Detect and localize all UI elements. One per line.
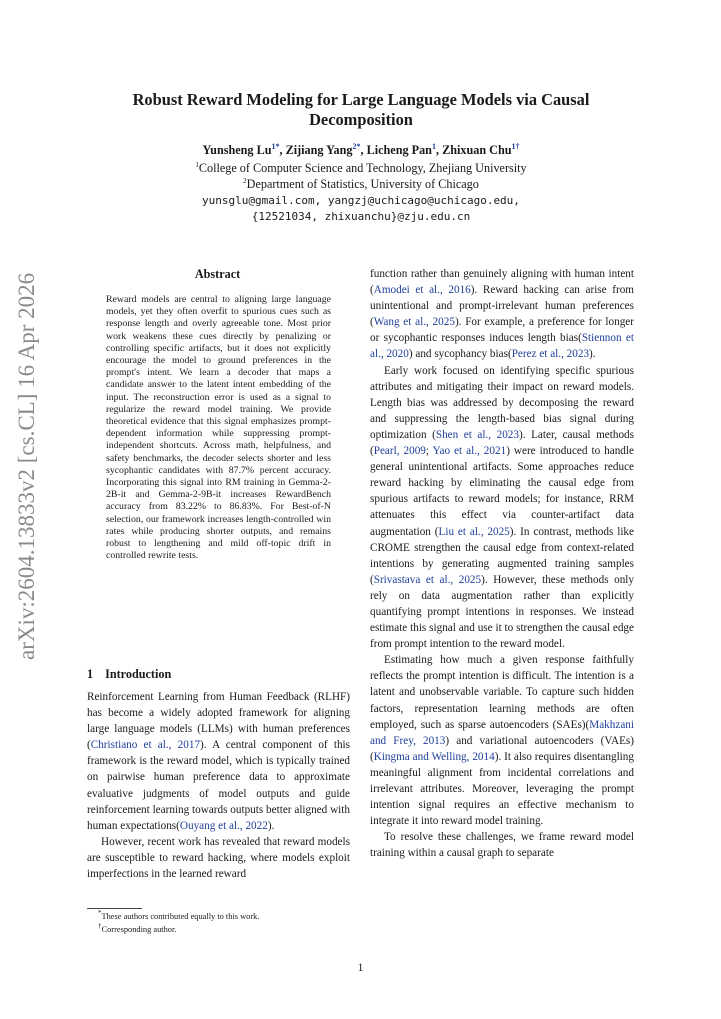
paper-title: Robust Reward Modeling for Large Language Models via Causal Decomposition — [132, 90, 590, 129]
email-line: {12521034, zhixuanchu}@zju.edu.cn — [251, 210, 471, 223]
section-number: 1 — [87, 667, 94, 681]
citation-link[interactable]: Wang et al., 2025 — [373, 316, 455, 329]
paragraph: To resolve these challenges, we frame reward model training within a causal graph to separate — [370, 831, 634, 860]
footnote — [98, 909, 260, 921]
abstract-body: Reward models are central to aligning large language models, yet they often overfit to spurious cues such as response length and overly agreeable tone. Most prior work weakens these cues directly by penalizing or controlling specific artifacts, but it does not explicitly encourage the model to ground preferences in the prompt's intent. We learn a decoder that maps a candidate answer to the latent intent embedding of the input. The reconstruction error is used as a signal to regularize the reward model training. We provide theoretical evidence that this signal emphasizes prompt-dependent information while suppressing prompt-independent shortcuts. Across math, helpfulness, and safety benchmarks, the decoder selects shorter and less sycophantic candidates with 87.7% percent accuracy. Incorporating this signal into RM training in Gemma-2-2B-it and Gemma-2-9B-it increases RewardBench accuracy from 83.22% to 86.83%. For Best-of-N selection, our framework increases length-controlled win rates while producing shorter outputs, and remains robust to lengthening and mild off-topic drift in controlled rewrite tests. — [106, 294, 331, 562]
section-title: Introduction — [105, 667, 172, 681]
affiliation-text: College of Computer Science and Technology, Zhejiang University — [198, 161, 527, 175]
author-name: Licheng Pan — [366, 143, 432, 157]
email-line: yunsglu@gmail.com, yangzj@uchicago@uchicago.edu, — [202, 194, 520, 207]
citation-link[interactable]: Srivastava et al., 2025 — [373, 573, 482, 586]
footnote-text: These authors contributed equally to this work. — [101, 912, 260, 921]
paragraph: Early work focused on identifying specific spurious attributes and mitigating their impact on reward models. Length bias was addressed by decomposing the reward and suppressing the length-based bias signal during optimization (Shen et al., 2023). Later, causal methods (Pearl, 2009; Yao et al., 2021) were introduced to handle general unintentional artifacts. Some approaches reduce reward hacking by eliminating the causal edge from spurious artifacts to reward models; for instance, RRM attenuates this effect via counter-artifact data augmentation (Liu et al., 2025). In contrast, methods like CROME strengthen the causal edge from context-related intentions by generating augmented training samples (Srivastava et al., 2025). However, these methods only rely on data augmentation rather than explicitly quantifying prompt intentions in responses. We instead estimate this signal and use it to strengthen the causal edge from prompt intention to the reward model. — [370, 364, 634, 651]
author-marks: 1* — [271, 141, 280, 151]
citation-link[interactable]: Shen et al., 2023 — [435, 428, 519, 441]
footnote-mark: † — [98, 922, 102, 931]
paragraph: Reinforcement Learning from Human Feedback (RLHF) has become a widely adopted framework for aligning large language models (LLMs) with human preferences (Christiano et al., 2017). A central component of this framework is the reward model, which is typically trained on pairwise human preference data to approximate evaluative judgments of model outputs and guide reinforcement learning towards outputs better aligned with human expectations(Ouyang et al., 2022). — [87, 691, 350, 832]
page-number: 1 — [357, 962, 364, 974]
footnote-mark: * — [98, 909, 102, 918]
affiliation — [100, 161, 622, 176]
citation-link[interactable]: Christiano et al., 2017 — [90, 739, 201, 752]
author-list: Yunsheng $Lu^{1*}$, Zijiang Yang$^{2*}$, Licheng Pan$^1$, Zhixuan Chu$^{1\dagger}$ — [202, 141, 520, 157]
citation-link[interactable]: Makhzani and Frey, 2013 — [370, 718, 634, 747]
footnote-text: Corresponding author. — [101, 925, 177, 934]
paragraph: Estimating how much a given response faithfully reflects the prompt intention is difficult. The intention is a latent and unobservable variable. To capture such hidden factors, representation learning methods are often employed, such as sparse autoencoders (SAEs)(Makhzani and Frey, 2013) and variational autoencoders (VAEs)(Kingma and Welling, 2014). It also requires disentangling meaningful alignment from incidental correlations and irrelevant attributes. Moreover, leveraging the prompt intention signal requires an effective mechanism to integrate it into reward model training. — [370, 654, 634, 828]
left-column-body — [87, 689, 350, 882]
author-name: Zhixuan Chu — [442, 143, 512, 157]
citation-link[interactable]: Ouyang et al., 2022 — [179, 819, 268, 832]
citation-link[interactable]: Perez et al., 2023 — [511, 348, 590, 361]
section-heading — [87, 667, 171, 682]
affiliation-text: Department of Statistics, University of Chicago — [246, 177, 479, 191]
paragraph: function rather than genuinely aligning with human intent (Amodei et al., 2016). Reward hacking can arise from unintentional and prompt-irrelevant human preferences (Wang et al., 2025). For example, a preference for longer or sycophantic responses induces length bias(Stiennon et al., 2020) and sycophancy bias(Perez et al., 2023). — [370, 268, 634, 361]
footnote — [98, 922, 177, 934]
arxiv-stamp: arXiv:2604.13833v2 [cs.CL] 16 Apr 2026 — [14, 272, 39, 660]
citation-link[interactable]: Kingma and Welling, 2014 — [373, 750, 495, 763]
citation-link[interactable]: Yao et al., 2021 — [432, 445, 507, 458]
citation-link[interactable]: Pearl, 2009 — [373, 445, 426, 458]
author-name: Zijiang Yang — [285, 143, 353, 157]
abstract-heading: Abstract — [194, 267, 241, 281]
author-marks: 2* — [352, 141, 361, 151]
author-marks: 1† — [511, 141, 520, 151]
author-name: Yunsheng Lu — [202, 143, 272, 157]
footnote-divider — [87, 908, 142, 909]
citation-link[interactable]: Liu et al., 2025 — [438, 525, 510, 538]
affiliation-mark: 2 — [243, 176, 247, 185]
citation-link[interactable]: Stiennon et al., 2020 — [370, 332, 634, 361]
affiliation — [100, 177, 622, 192]
author-marks: 1 — [431, 141, 436, 151]
affiliation-mark: 1 — [195, 160, 199, 169]
citation-link[interactable]: Amodei et al., 2016 — [373, 284, 471, 297]
paragraph: However, recent work has revealed that reward models are susceptible to reward hacking, where models exploit imperfections in the learned reward — [87, 835, 350, 881]
right-column-body — [370, 266, 634, 861]
